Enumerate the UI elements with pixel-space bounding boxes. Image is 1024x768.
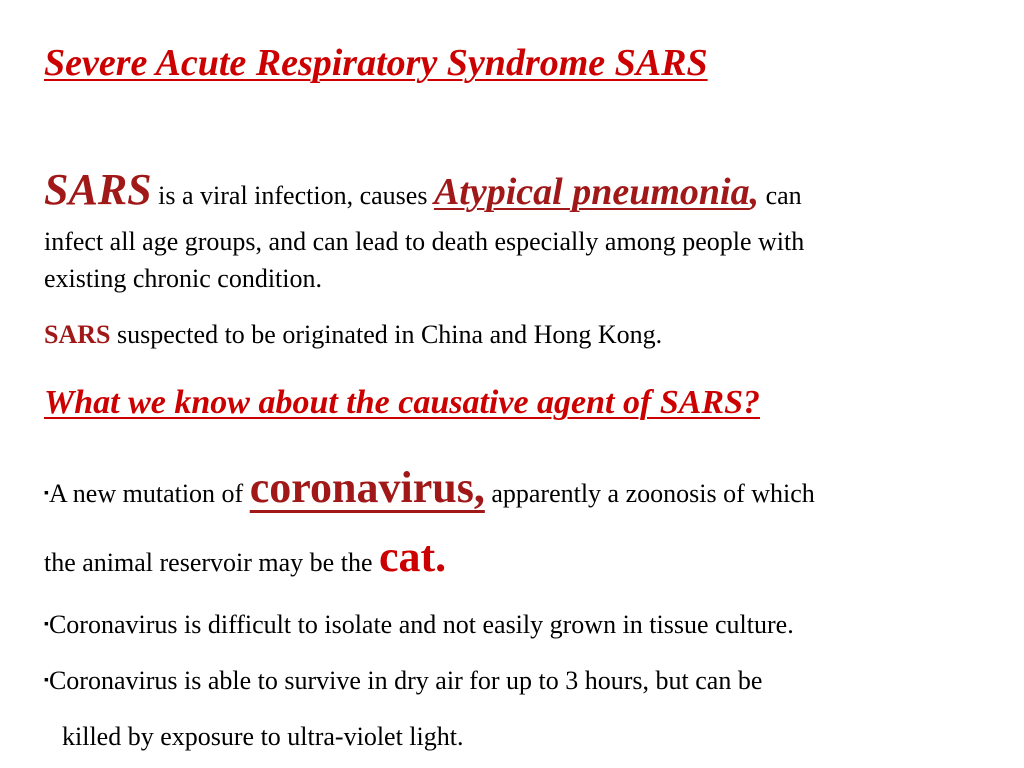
- slide-title: Severe Acute Respiratory Syndrome SARS: [44, 42, 708, 84]
- bullet-2: [44, 612, 794, 638]
- origin-line: [44, 322, 662, 348]
- bullet-marker-icon: ▪: [44, 673, 49, 688]
- question-heading: What we know about the causative agent of SARS?: [44, 384, 760, 421]
- intro-line-1: [44, 165, 802, 214]
- bullet-1-line-1: [44, 463, 815, 512]
- bullet-1-prefix: A new mutation of: [48, 479, 250, 508]
- bullet-marker-icon: ▪: [44, 617, 49, 632]
- bullet-2-text: Coronavirus is difficult to isolate and not easily grown in tissue culture.: [48, 610, 794, 639]
- bullet-3-text-1: Coronavirus is able to survive in dry air for up to 3 hours, but can be: [48, 666, 763, 695]
- coronavirus-term: coronavirus,: [249, 463, 485, 512]
- intro-text-part1: is a viral infection, causes: [151, 181, 434, 210]
- sars-label-large: SARS: [44, 165, 152, 214]
- cat-term: cat.: [378, 532, 447, 581]
- bullet-3-line-2: killed by exposure to ultra-violet light.: [62, 722, 464, 751]
- intro-line-2: infect all age groups, and can lead to death especially among people with: [44, 227, 805, 256]
- bullet-marker-icon: ▪: [44, 486, 49, 501]
- bullet-3-line-1: [44, 668, 762, 694]
- intro-line-3: existing chronic condition.: [44, 264, 323, 293]
- intro-comma: ,: [749, 171, 760, 213]
- atypical-pneumonia-term: Atypical pneumonia: [433, 171, 750, 213]
- bullet-1-line-2-text: the animal reservoir may be the: [44, 548, 379, 577]
- intro-text-part2: can: [759, 181, 802, 210]
- bullet-1-line-2: [44, 532, 447, 581]
- bullet-1-suffix: apparently a zoonosis of which: [484, 479, 815, 508]
- origin-text: suspected to be originated in China and Hong Kong.: [110, 320, 663, 349]
- sars-label-origin: SARS: [44, 320, 111, 349]
